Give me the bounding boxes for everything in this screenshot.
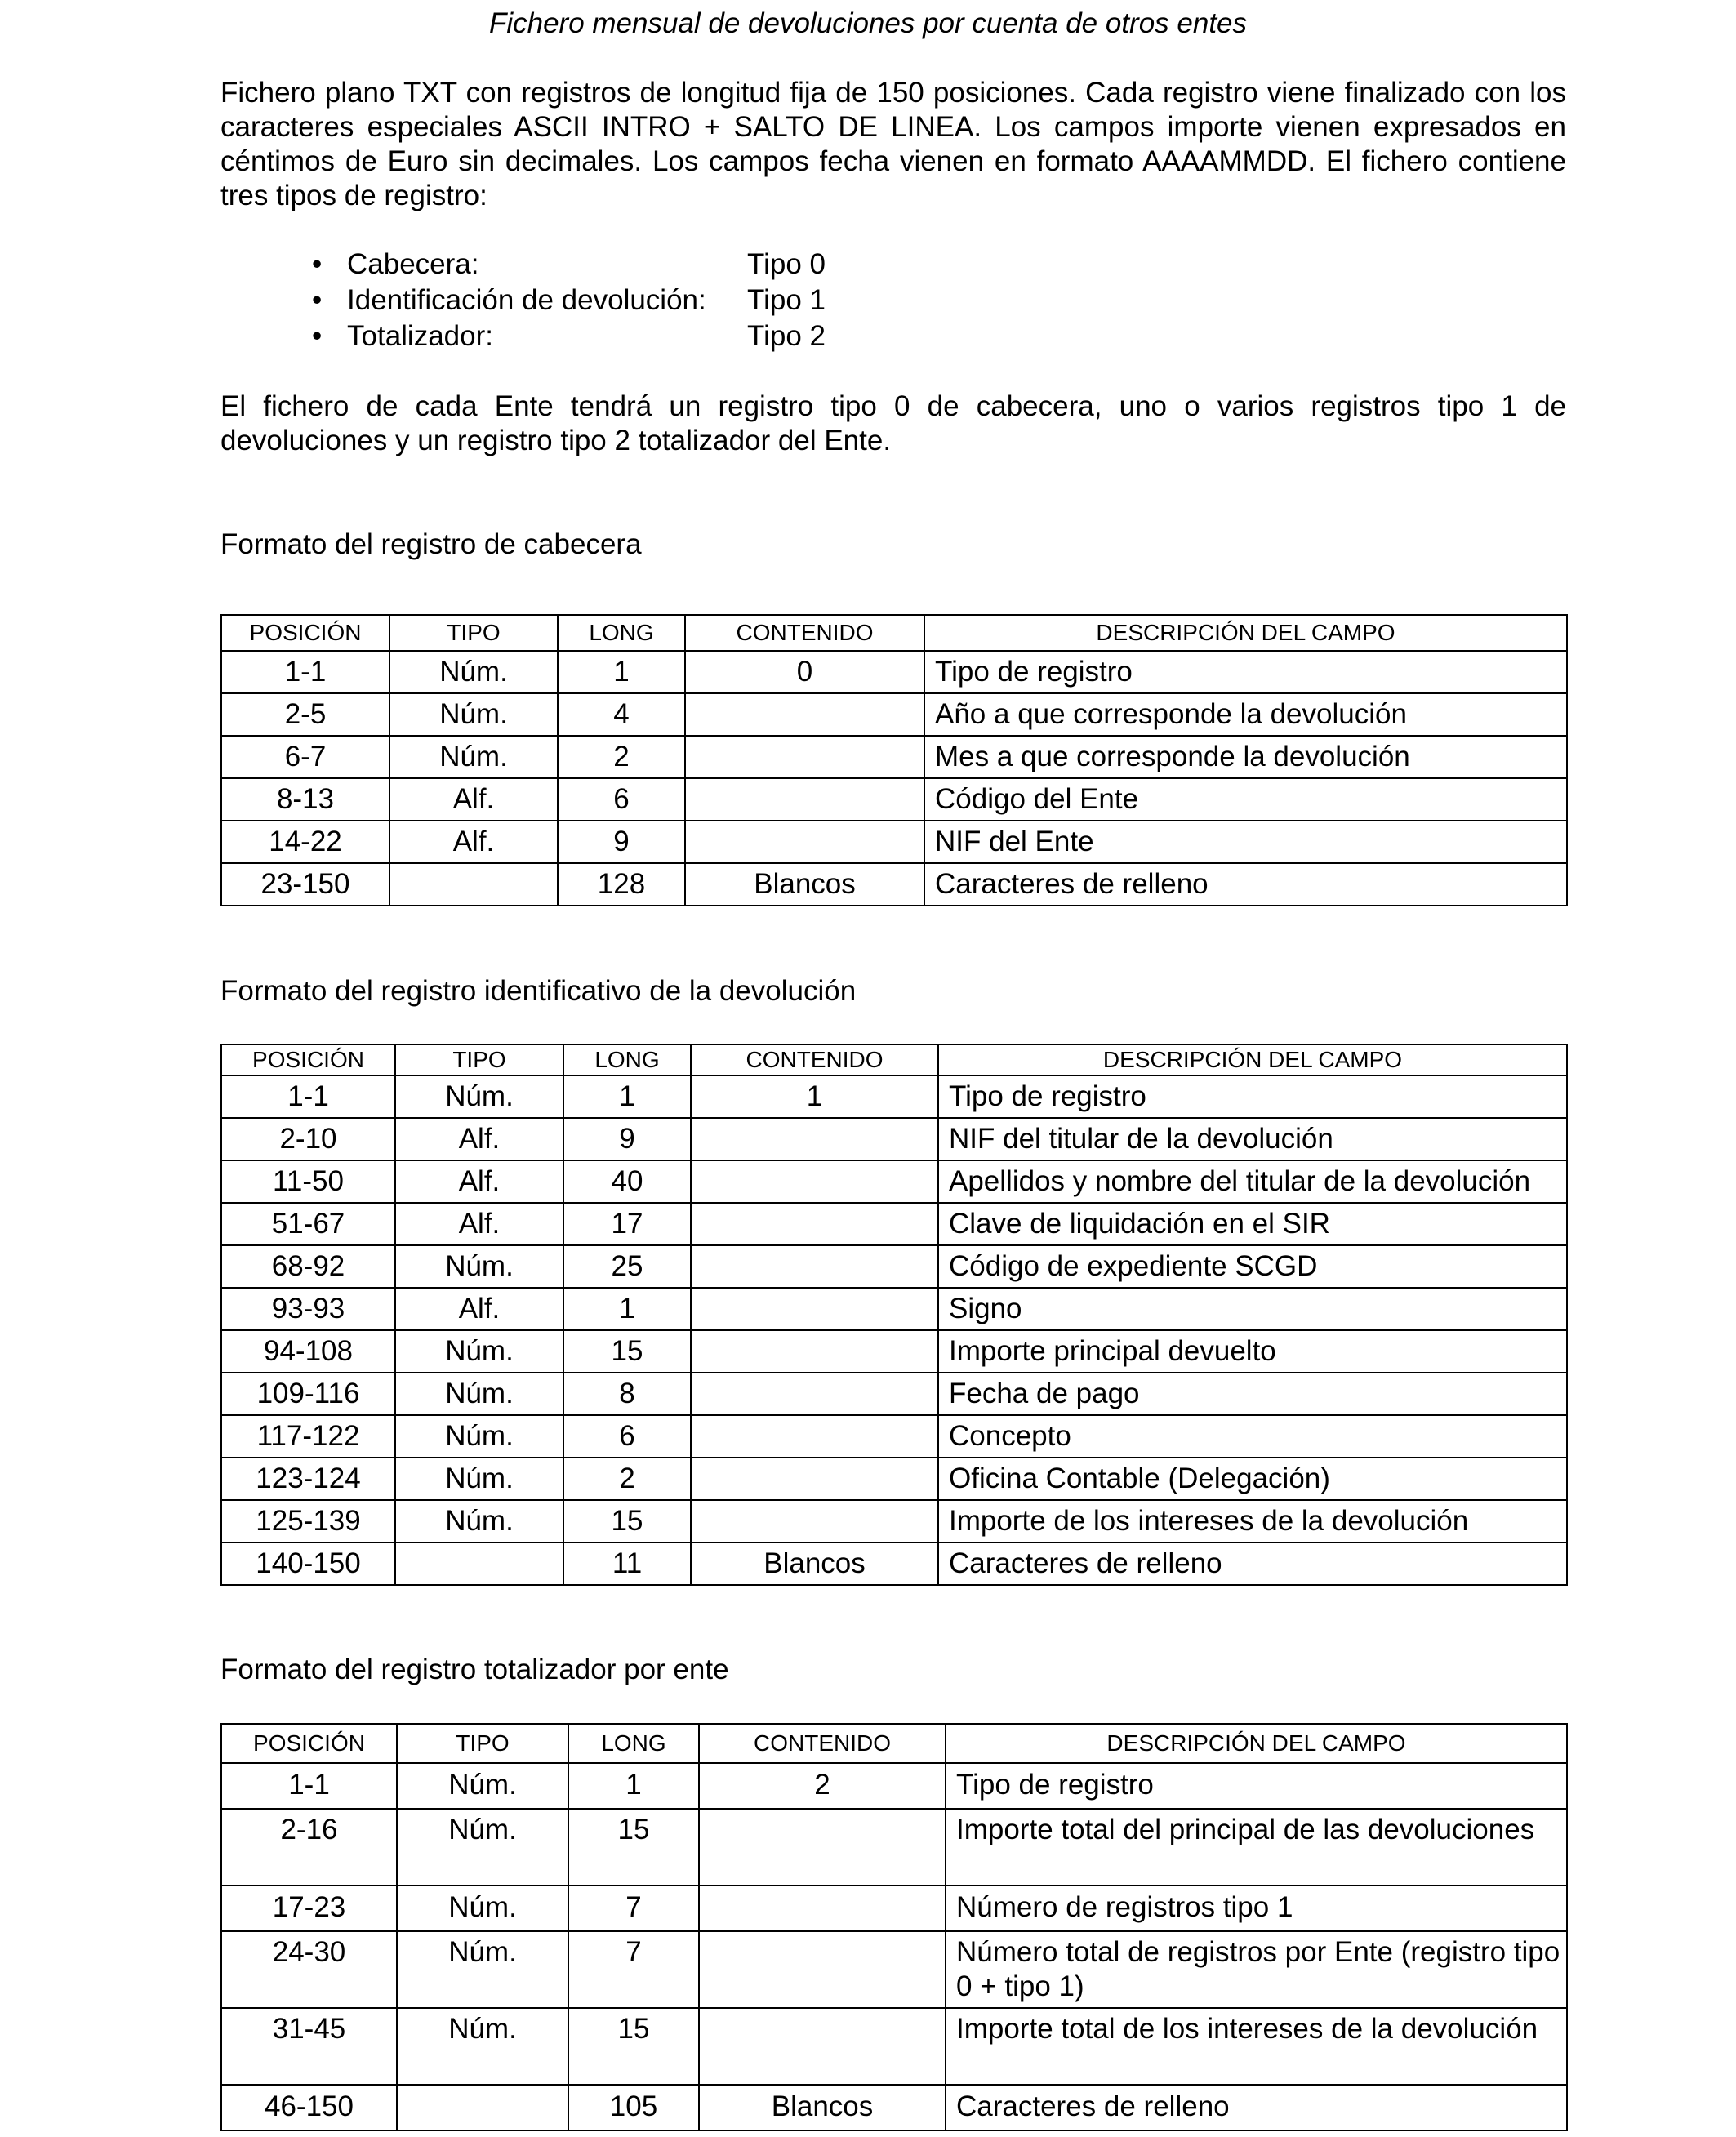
cell-posicion: 8-13: [221, 778, 389, 821]
record-type-item: [0, 247, 1736, 283]
cell-posicion: 140-150: [221, 1543, 395, 1585]
cell-long: 2: [558, 736, 685, 778]
cell-descripcion: Importe principal devuelto: [938, 1330, 1567, 1373]
col-header-contenido: CONTENIDO: [685, 615, 924, 651]
cell-contenido: Blancos: [691, 1543, 938, 1585]
cell-tipo: Núm.: [397, 1885, 568, 1931]
cell-descripcion: Mes a que corresponde la devolución: [924, 736, 1567, 778]
cell-tipo: Núm.: [395, 1075, 563, 1118]
cell-posicion: 117-122: [221, 1415, 395, 1458]
cell-contenido: [685, 778, 924, 821]
cell-posicion: 2-10: [221, 1118, 395, 1160]
table-row: [221, 736, 1567, 778]
cell-posicion: 2-5: [221, 693, 389, 736]
record-type-item: [0, 318, 1736, 354]
cell-tipo: Núm.: [395, 1373, 563, 1415]
table-row: [221, 1885, 1567, 1931]
intro-paragraph: Fichero plano TXT con registros de longitud fija de 150 posiciones. Cada registro viene finalizado con los caracteres especiales ASCII INTRO + SALTO DE LINEA. Los campos importe vienen expresados en céntimos de Euro sin decimales. Los campos fecha vienen en formato AAAAMMDD. El fichero contiene tres tipos de registro:: [220, 77, 1566, 211]
table-row: [221, 2008, 1567, 2085]
cell-tipo: Núm.: [395, 1458, 563, 1500]
cell-posicion: 2-16: [221, 1809, 397, 1885]
cell-contenido: 0: [685, 651, 924, 693]
cell-long: 9: [563, 1118, 691, 1160]
cell-contenido: [691, 1458, 938, 1500]
cell-long: 9: [558, 821, 685, 863]
col-header-posicion: POSICIÓN: [221, 615, 389, 651]
header-record-table: [220, 614, 1568, 906]
cell-long: 11: [563, 1543, 691, 1585]
cell-tipo: [397, 2085, 568, 2130]
cell-descripcion: Número total de registros por Ente (registro tipo 0 + tipo 1): [946, 1931, 1567, 2008]
cell-long: 8: [563, 1373, 691, 1415]
col-header-descripcion: DESCRIPCIÓN DEL CAMPO: [946, 1724, 1567, 1763]
cell-long: 128: [558, 863, 685, 906]
record-type-list: [0, 247, 1736, 354]
cell-tipo: Núm.: [395, 1500, 563, 1543]
col-header-posicion: POSICIÓN: [221, 1044, 395, 1075]
cell-contenido: [699, 1885, 946, 1931]
cell-descripcion: Apellidos y nombre del titular de la devolución: [938, 1160, 1567, 1203]
record-type-value: Tipo 2: [747, 320, 826, 352]
col-header-contenido: CONTENIDO: [699, 1724, 946, 1763]
col-header-long: LONG: [563, 1044, 691, 1075]
col-header-posicion: POSICIÓN: [221, 1724, 397, 1763]
cell-posicion: 14-22: [221, 821, 389, 863]
cell-contenido: [699, 1809, 946, 1885]
cell-descripcion: Número de registros tipo 1: [946, 1885, 1567, 1931]
cell-tipo: Alf.: [389, 821, 558, 863]
cell-tipo: Núm.: [389, 736, 558, 778]
cell-tipo: Núm.: [389, 693, 558, 736]
table-row: [221, 2085, 1567, 2130]
table-row: [221, 863, 1567, 906]
cell-posicion: 123-124: [221, 1458, 395, 1500]
table-row: [221, 1931, 1567, 2008]
col-header-tipo: TIPO: [397, 1724, 568, 1763]
table-header-row: [221, 615, 1567, 651]
cell-tipo: Alf.: [395, 1118, 563, 1160]
table-row: [221, 1118, 1567, 1160]
cell-long: 15: [563, 1330, 691, 1373]
record-type-value: Tipo 0: [747, 248, 826, 280]
table-row: [221, 1245, 1567, 1288]
table-row: [221, 1543, 1567, 1585]
record-type-label: Totalizador:: [347, 320, 493, 352]
total-record-heading: Formato del registro totalizador por ente: [220, 1654, 729, 1685]
cell-tipo: Alf.: [395, 1288, 563, 1330]
cell-long: 15: [568, 1809, 699, 1885]
cell-descripcion: Código del Ente: [924, 778, 1567, 821]
cell-tipo: Núm.: [397, 1809, 568, 1885]
cell-posicion: 109-116: [221, 1373, 395, 1415]
table-row: [221, 1160, 1567, 1203]
cell-long: 1: [563, 1288, 691, 1330]
cell-descripcion: Oficina Contable (Delegación): [938, 1458, 1567, 1500]
cell-descripcion: NIF del Ente: [924, 821, 1567, 863]
col-header-tipo: TIPO: [389, 615, 558, 651]
cell-contenido: Blancos: [685, 863, 924, 906]
table-row: [221, 1809, 1567, 1885]
cell-long: 15: [568, 2008, 699, 2085]
cell-contenido: 2: [699, 1763, 946, 1809]
cell-contenido: Blancos: [699, 2085, 946, 2130]
record-type-label: Identificación de devolución:: [347, 284, 706, 316]
record-type-value: Tipo 1: [747, 284, 826, 316]
cell-contenido: [699, 2008, 946, 2085]
cell-tipo: [389, 863, 558, 906]
cell-tipo: [395, 1543, 563, 1585]
refund-record-heading: Formato del registro identificativo de la devolución: [220, 975, 857, 1007]
cell-contenido: [691, 1203, 938, 1245]
cell-tipo: Núm.: [395, 1330, 563, 1373]
table-row: [221, 1500, 1567, 1543]
cell-descripcion: Importe de los intereses de la devolución: [938, 1500, 1567, 1543]
cell-long: 1: [568, 1763, 699, 1809]
cell-tipo: Núm.: [395, 1415, 563, 1458]
cell-posicion: 31-45: [221, 2008, 397, 2085]
cell-long: 2: [563, 1458, 691, 1500]
cell-descripcion: Tipo de registro: [924, 651, 1567, 693]
cell-long: 7: [568, 1931, 699, 2008]
cell-descripcion: Importe total del principal de las devoluciones: [946, 1809, 1567, 1885]
table-row: [221, 693, 1567, 736]
cell-tipo: Núm.: [397, 1763, 568, 1809]
cell-tipo: Núm.: [397, 1931, 568, 2008]
cell-contenido: [691, 1160, 938, 1203]
cell-tipo: Núm.: [389, 651, 558, 693]
total-record-table: [220, 1723, 1568, 2131]
refund-record-table: [220, 1044, 1568, 1586]
cell-long: 6: [563, 1415, 691, 1458]
cell-posicion: 23-150: [221, 863, 389, 906]
cell-long: 6: [558, 778, 685, 821]
cell-long: 17: [563, 1203, 691, 1245]
cell-tipo: Núm.: [397, 2008, 568, 2085]
col-header-long: LONG: [558, 615, 685, 651]
cell-long: 15: [563, 1500, 691, 1543]
cell-contenido: [685, 693, 924, 736]
table-header-row: [221, 1724, 1567, 1763]
table-row: [221, 821, 1567, 863]
cell-contenido: 1: [691, 1075, 938, 1118]
cell-descripcion: Tipo de registro: [946, 1763, 1567, 1809]
cell-posicion: 93-93: [221, 1288, 395, 1330]
table-row: [221, 778, 1567, 821]
col-header-contenido: CONTENIDO: [691, 1044, 938, 1075]
table-row: [221, 1458, 1567, 1500]
table-row: [221, 1763, 1567, 1809]
cell-descripcion: Tipo de registro: [938, 1075, 1567, 1118]
table-row: [221, 1203, 1567, 1245]
col-header-long: LONG: [568, 1724, 699, 1763]
cell-descripcion: Caracteres de relleno: [946, 2085, 1567, 2130]
cell-contenido: [691, 1288, 938, 1330]
cell-contenido: [691, 1500, 938, 1543]
cell-descripcion: Caracteres de relleno: [924, 863, 1567, 906]
cell-long: 7: [568, 1885, 699, 1931]
cell-posicion: 24-30: [221, 1931, 397, 2008]
cell-long: 40: [563, 1160, 691, 1203]
cell-posicion: 51-67: [221, 1203, 395, 1245]
header-record-heading: Formato del registro de cabecera: [220, 528, 642, 560]
record-type-label: Cabecera:: [347, 248, 479, 280]
structure-paragraph: El fichero de cada Ente tendrá un registro tipo 0 de cabecera, uno o varios registros tipo 1 de devoluciones y un registro tipo 2 totalizador del Ente.: [220, 390, 1566, 456]
cell-contenido: [685, 821, 924, 863]
table-row: [221, 651, 1567, 693]
cell-descripcion: Caracteres de relleno: [938, 1543, 1567, 1585]
table-row: [221, 1075, 1567, 1118]
cell-descripcion: NIF del titular de la devolución: [938, 1118, 1567, 1160]
table-row: [221, 1415, 1567, 1458]
cell-contenido: [691, 1373, 938, 1415]
cell-descripcion: Signo: [938, 1288, 1567, 1330]
table-row: [221, 1373, 1567, 1415]
cell-contenido: [691, 1415, 938, 1458]
document-title: Fichero mensual de devoluciones por cuenta de otros entes: [488, 7, 1248, 39]
col-header-descripcion: DESCRIPCIÓN DEL CAMPO: [938, 1044, 1567, 1075]
cell-descripcion: Año a que corresponde la devolución: [924, 693, 1567, 736]
bullet-icon: •: [312, 248, 323, 280]
table-row: [221, 1288, 1567, 1330]
cell-posicion: 1-1: [221, 1075, 395, 1118]
cell-contenido: [699, 1931, 946, 2008]
cell-tipo: Alf.: [395, 1160, 563, 1203]
bullet-icon: •: [312, 320, 323, 352]
table-row: [221, 1330, 1567, 1373]
cell-tipo: Núm.: [395, 1245, 563, 1288]
cell-posicion: 68-92: [221, 1245, 395, 1288]
cell-descripcion: Clave de liquidación en el SIR: [938, 1203, 1567, 1245]
cell-posicion: 11-50: [221, 1160, 395, 1203]
record-type-item: [0, 283, 1736, 318]
cell-posicion: 1-1: [221, 1763, 397, 1809]
cell-tipo: Alf.: [389, 778, 558, 821]
cell-posicion: 1-1: [221, 651, 389, 693]
cell-descripcion: Concepto: [938, 1415, 1567, 1458]
col-header-tipo: TIPO: [395, 1044, 563, 1075]
cell-posicion: 125-139: [221, 1500, 395, 1543]
cell-tipo: Alf.: [395, 1203, 563, 1245]
cell-contenido: [691, 1118, 938, 1160]
cell-long: 25: [563, 1245, 691, 1288]
cell-posicion: 17-23: [221, 1885, 397, 1931]
cell-posicion: 46-150: [221, 2085, 397, 2130]
cell-descripcion: Importe total de los intereses de la devolución: [946, 2008, 1567, 2085]
cell-posicion: 6-7: [221, 736, 389, 778]
cell-long: 1: [558, 651, 685, 693]
bullet-icon: •: [312, 284, 323, 316]
cell-contenido: [691, 1330, 938, 1373]
cell-long: 1: [563, 1075, 691, 1118]
cell-descripcion: Código de expediente SCGD: [938, 1245, 1567, 1288]
cell-long: 105: [568, 2085, 699, 2130]
table-header-row: [221, 1044, 1567, 1075]
cell-descripcion: Fecha de pago: [938, 1373, 1567, 1415]
cell-long: 4: [558, 693, 685, 736]
cell-contenido: [685, 736, 924, 778]
cell-contenido: [691, 1245, 938, 1288]
cell-posicion: 94-108: [221, 1330, 395, 1373]
col-header-descripcion: DESCRIPCIÓN DEL CAMPO: [924, 615, 1567, 651]
